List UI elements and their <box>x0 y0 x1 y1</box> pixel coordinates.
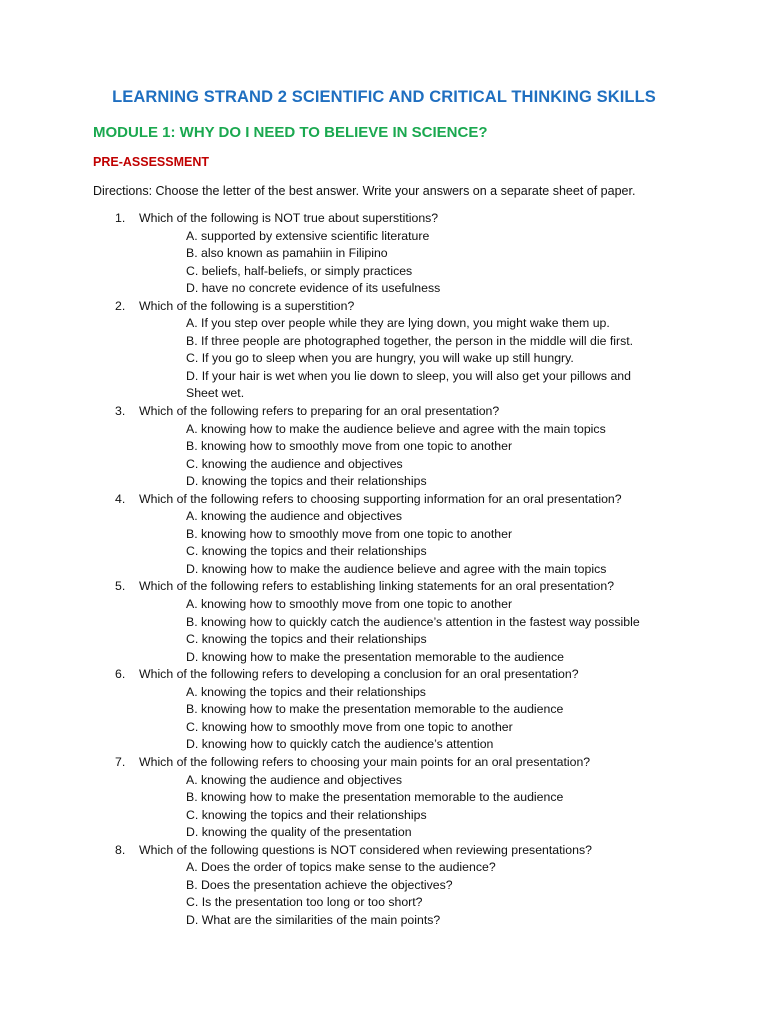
directions-text: Directions: Choose the letter of the best answer. Write your answers on a separate sheet of paper. <box>93 184 636 198</box>
answer-option: D. knowing the topics and their relationships <box>186 474 427 489</box>
question-row <box>0 403 768 421</box>
answer-option: C. knowing how to smoothly move from one topic to another <box>186 719 513 734</box>
question-item <box>0 403 768 491</box>
answer-option: A. knowing how to make the audience believe and agree with the main topics <box>186 421 606 436</box>
answer-option: D. knowing how to make the presentation memorable to the audience <box>186 649 565 664</box>
answer-option: A. knowing the audience and objectives <box>186 772 403 787</box>
answer-option: B. knowing how to make the presentation memorable to the audience <box>186 702 564 717</box>
answer-option: B. Does the presentation achieve the objectives? <box>186 877 453 892</box>
answer-option: C. beliefs, half-beliefs, or simply practices <box>186 263 413 278</box>
question-item <box>0 210 768 298</box>
question-number: 7. <box>115 754 126 769</box>
answer-option-continuation: Sheet wet. <box>186 386 245 401</box>
answer-option: D. If your hair is wet when you lie down to sleep, you will also get your pillows and <box>186 368 631 383</box>
question-number: 5. <box>115 579 126 594</box>
answer-option: B. knowing how to smoothly move from one topic to another <box>186 439 513 454</box>
question-number: 3. <box>115 404 126 419</box>
question-item <box>0 666 768 754</box>
question-text: Which of the following questions is NOT considered when reviewing presentations? <box>139 842 592 857</box>
answer-option: C. knowing the topics and their relationships <box>186 632 427 647</box>
question-text: Which of the following refers to preparing for an oral presentation? <box>139 404 500 419</box>
question-number: 6. <box>115 667 126 682</box>
answer-option: A. knowing how to smoothly move from one topic to another <box>186 597 513 612</box>
answer-option: D. What are the similarities of the main points? <box>186 912 441 927</box>
answer-option: D. have no concrete evidence of its usefulness <box>186 281 441 296</box>
answer-option: B. knowing how to quickly catch the audience’s attention in the fastest way possible <box>186 614 640 629</box>
question-row <box>0 754 768 772</box>
answer-option: D. knowing how to make the audience believe and agree with the main topics <box>186 561 607 576</box>
question-text: Which of the following refers to choosing your main points for an oral presentation? <box>139 754 591 769</box>
question-number: 1. <box>115 211 126 225</box>
question-item <box>0 754 768 842</box>
question-row <box>0 491 768 509</box>
answer-option: A. supported by extensive scientific literature <box>186 228 430 243</box>
answer-option: A. knowing the topics and their relationships <box>186 684 426 699</box>
question-text: Which of the following is NOT true about superstitions? <box>139 211 439 225</box>
answer-option: C. knowing the topics and their relationships <box>186 544 427 559</box>
answer-option: A. If you step over people while they are lying down, you might wake them up. <box>186 316 610 331</box>
question-text: Which of the following refers to establishing linking statements for an oral presentation? <box>139 579 615 594</box>
question-item <box>0 298 768 403</box>
question-item <box>0 842 768 930</box>
question-text: Which of the following refers to choosing supporting information for an oral presentation? <box>139 491 622 506</box>
page-title: LEARNING STRAND 2 SCIENTIFIC AND CRITICAL THINKING SKILLS <box>112 88 656 106</box>
question-text: Which of the following refers to developing a conclusion for an oral presentation? <box>139 667 579 682</box>
answer-option: B. also known as pamahiin in Filipino <box>186 246 388 261</box>
answer-option: D. knowing how to quickly catch the audience’s attention <box>186 737 494 752</box>
question-row <box>0 578 768 596</box>
answer-option: B. knowing how to make the presentation memorable to the audience <box>186 790 564 805</box>
answer-option: C. If you go to sleep when you are hungry, you will wake up still hungry. <box>186 351 574 366</box>
answer-option: A. knowing the audience and objectives <box>186 509 403 524</box>
answer-option: B. knowing how to smoothly move from one topic to another <box>186 526 513 541</box>
question-text: Which of the following is a superstition? <box>139 298 355 313</box>
question-row <box>0 666 768 684</box>
question-number: 8. <box>115 842 126 857</box>
question-item <box>0 491 768 579</box>
answer-option: C. Is the presentation too long or too short? <box>186 895 423 910</box>
answer-option: B. If three people are photographed together, the person in the middle will die first. <box>186 333 634 348</box>
answer-option: C. knowing the audience and objectives <box>186 456 403 471</box>
module-heading: MODULE 1: WHY DO I NEED TO BELIEVE IN SCIENCE? <box>93 124 488 141</box>
answer-option: C. knowing the topics and their relationships <box>186 807 427 822</box>
answer-option: A. Does the order of topics make sense to the audience? <box>186 860 496 875</box>
question-row <box>0 298 768 316</box>
question-number: 4. <box>115 491 126 506</box>
question-item <box>0 578 768 666</box>
section-heading: PRE-ASSESSMENT <box>93 155 209 169</box>
question-list <box>0 210 768 929</box>
answer-option: D. knowing the quality of the presentation <box>186 825 412 840</box>
question-number: 2. <box>115 298 126 313</box>
question-row <box>0 842 768 860</box>
question-row <box>0 210 768 228</box>
